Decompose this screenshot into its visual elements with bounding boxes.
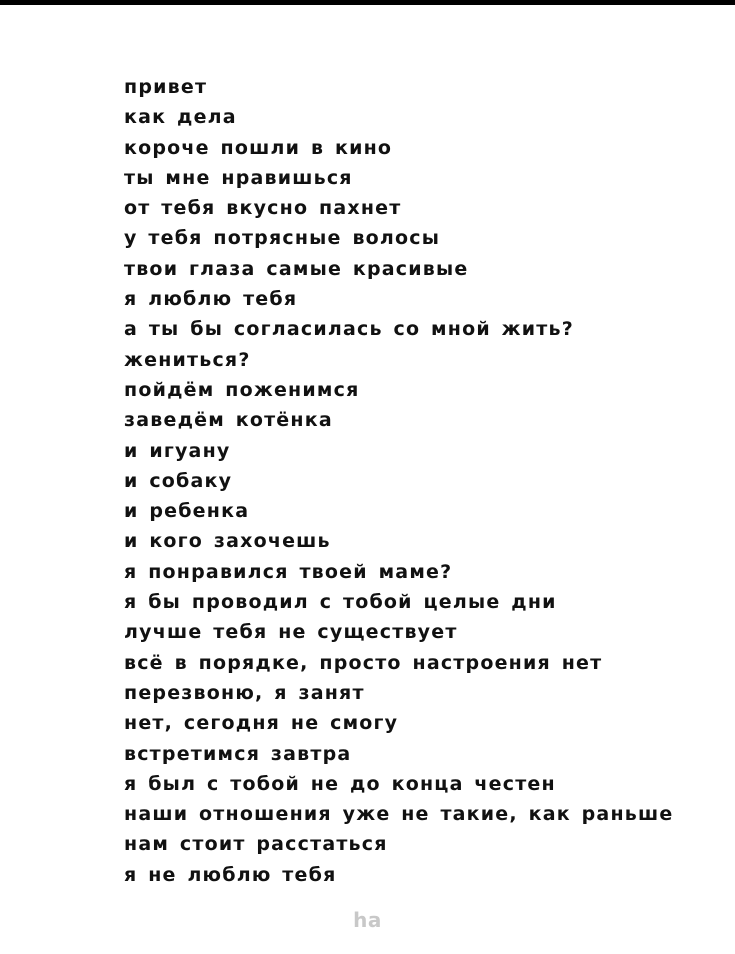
poem-line: и игуану	[124, 439, 231, 462]
poem-line: заведём котёнка	[124, 409, 333, 432]
poem-text	[124, 72, 673, 890]
poem-line: я не люблю тебя	[124, 863, 337, 886]
poem-line: перезвоню, я занят	[124, 681, 365, 704]
poem-line: ты мне нравишься	[124, 166, 353, 189]
poem-line: нам стоит расстаться	[124, 833, 388, 856]
poem-line: я люблю тебя	[124, 288, 298, 311]
poem-line: как дела	[124, 106, 237, 129]
poem-line: привет	[124, 76, 208, 98]
poem-line: короче пошли в кино	[124, 136, 393, 159]
poem-line: твои глаза самые красивые	[124, 257, 469, 280]
poem-line: и ребенка	[124, 500, 250, 523]
poem-line: а ты бы согласилась со мной жить?	[124, 318, 574, 341]
poem-line: нет, сегодня не смогу	[124, 712, 399, 735]
poem-line: я понравился твоей маме?	[124, 560, 453, 583]
poem-line: жениться?	[124, 348, 251, 371]
poem-line: лучше тебя не существует	[124, 621, 458, 644]
poem-line: у тебя потрясные волосы	[124, 227, 441, 250]
poem-line: наши отношения уже не такие, как раньше	[124, 803, 674, 826]
poem-line: и собаку	[124, 469, 233, 492]
poem-line: и кого захочешь	[124, 530, 331, 553]
poem-line: пойдём поженимся	[124, 378, 360, 401]
poem-line: я был с тобой не до конца честен	[124, 772, 556, 795]
poem-line: встретимся завтра	[124, 742, 352, 765]
poem-line: от тебя вкусно пахнет	[124, 197, 402, 220]
top-border-bar	[0, 0, 735, 5]
watermark: ha	[353, 908, 382, 932]
poem-line: всё в порядке, просто настроения нет	[124, 651, 603, 674]
poem-line: я бы проводил с тобой целые дни	[124, 591, 557, 614]
